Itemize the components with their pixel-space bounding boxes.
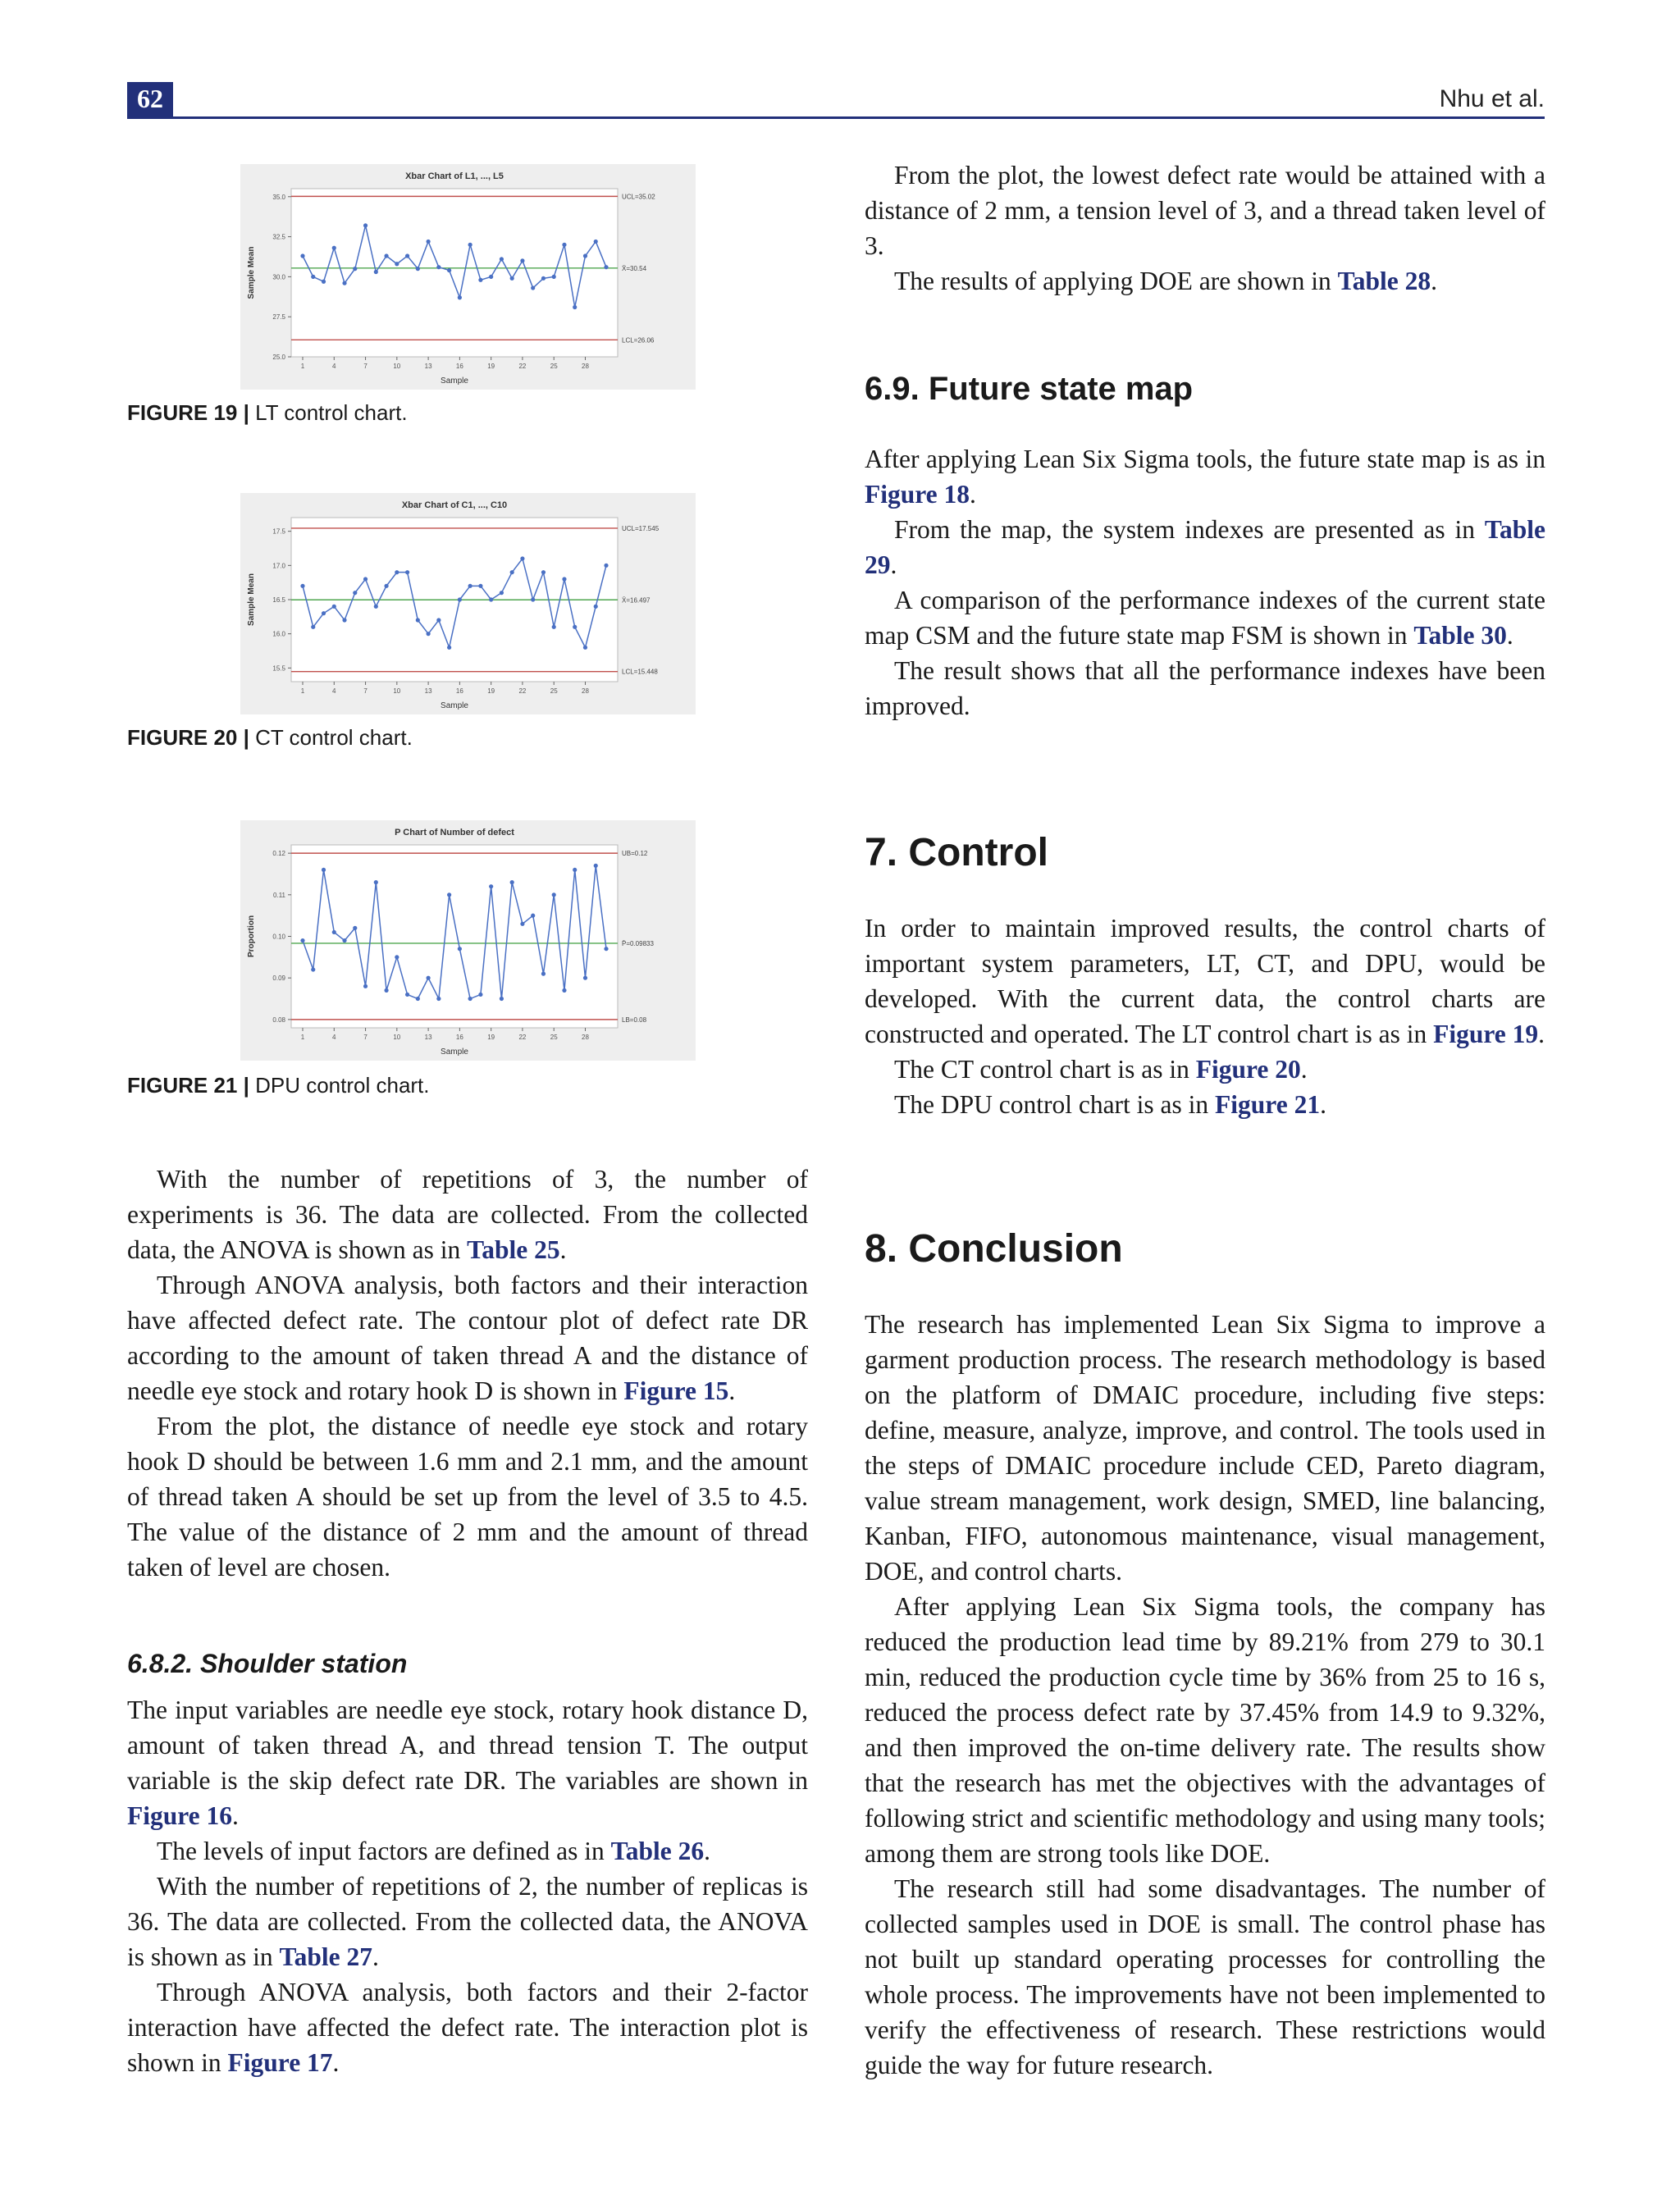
x-tick-label: 25 [550,687,558,695]
data-point [427,240,431,244]
data-point [405,993,409,997]
text: In order to maintain improved results, the control charts of important system parameters, LT, CT, and DPU, would be developed. With the current data, the control charts are constructed and operated. The LT control chart is as in [865,914,1545,1048]
data-point [489,884,493,888]
y-tick-label: 17.0 [272,562,285,570]
text: The research has implemented Lean Six Sigma to improve a garment production process. The research methodology is based on the platform of DMAIC procedure, including five steps: define, measure, analyze, improve, and control. The tools used in the steps of DMAIC procedure include CED, Pareto diagram, value stream management, work design, SMED, line balancing, Kanban, FIFO, autonomous maintenance, visual management, DOE, and control charts. [865,1310,1545,1586]
caption-label: FIGURE 20 | [127,725,249,750]
x-tick-label: 1 [300,687,305,695]
left-text-block-2 [127,1692,808,2080]
table-26-link[interactable]: Table 26 [610,1837,705,1865]
y-tick-label: 35.0 [272,193,285,201]
data-point [416,618,420,622]
paragraph [865,653,1545,723]
x-tick-label: 4 [332,687,336,695]
text: The result shows that all the performance indexes have been improved. [865,656,1545,720]
data-point [458,947,462,951]
text: With the number of repetitions of 3, the number of experiments is 36. The data are collected. From the collected data, the ANOVA is shown as in [127,1165,808,1264]
y-axis-label: Sample Mean [247,246,256,299]
data-point [541,276,546,281]
data-point [573,868,577,872]
data-point [363,577,368,581]
y-tick-label: 16.0 [272,630,285,638]
right-text-block-4 [865,1307,1545,2083]
data-point [583,976,587,980]
x-tick-label: 13 [424,363,432,370]
ucl-label: UB=0.12 [622,850,648,858]
data-point [405,253,409,258]
text: . [232,1801,239,1830]
data-point [311,967,315,971]
caption-text: DPU control chart. [249,1073,430,1098]
ucl-label: UCL=35.02 [622,193,655,201]
y-tick-label: 0.12 [272,850,285,858]
y-axis-label: Proportion [247,915,256,958]
text: . [1431,267,1438,295]
data-point [478,278,482,282]
data-point [342,281,346,285]
lcl-label: LB=0.08 [622,1016,647,1024]
paragraph [127,1408,808,1585]
chart-title: P Chart of Number of defect [395,828,514,838]
data-point [436,265,441,269]
data-point [374,270,378,274]
data-point [468,997,472,1001]
right-text-block-2 [865,441,1545,723]
x-tick-label: 22 [518,687,527,695]
figure-15-link[interactable]: Figure 15 [623,1376,729,1405]
paragraph [127,1974,808,2080]
data-point [500,997,504,1001]
x-axis-label: Sample [441,377,468,386]
data-point [520,258,524,262]
data-point [416,997,420,1001]
caption-label: FIGURE 21 | [127,1073,249,1098]
paragraph [865,1052,1545,1087]
y-tick-label: 0.08 [272,1016,285,1024]
text: A comparison of the performance indexes of the current state map CSM and the future state map FSM is shown in [865,586,1545,650]
data-point [353,591,357,595]
table-27-link[interactable]: Table 27 [279,1942,373,1971]
data-point [583,646,587,650]
y-tick-label: 27.5 [272,313,285,322]
paragraph [865,441,1545,512]
data-point [374,880,378,884]
data-point [311,275,315,279]
dpu-control-chart [240,820,696,1061]
data-point [468,243,472,247]
figure-21-caption [127,1073,430,1098]
data-point [562,988,566,993]
x-tick-label: 16 [455,1034,463,1041]
data-point [311,625,315,629]
x-tick-label: 10 [393,687,401,695]
data-point [594,240,598,244]
x-tick-label: 10 [393,1034,401,1041]
data-point [531,597,535,601]
data-point [562,577,566,581]
data-point [458,295,462,299]
figure-20-chart [240,493,696,714]
text: The DPU control chart is as in [894,1090,1216,1119]
paragraph [865,1871,1545,2083]
x-tick-label: 1 [300,1034,305,1041]
data-point [541,570,546,574]
data-point [374,605,378,609]
x-tick-label: 22 [518,363,527,370]
paragraph [865,512,1545,582]
ct-control-chart [240,493,696,714]
data-point [478,993,482,997]
x-tick-label: 7 [363,1034,368,1041]
data-point [552,275,556,279]
data-point [531,285,535,290]
y-tick-label: 0.09 [272,974,285,983]
text: Through ANOVA analysis, both factors and their 2-factor interaction have affected the defect rate. The interaction plot is shown in [127,1978,808,2077]
text: The levels of input factors are defined as in [157,1837,611,1865]
figure-16-link[interactable]: Figure 16 [127,1801,233,1830]
x-tick-label: 28 [582,1034,589,1041]
y-tick-label: 25.0 [272,354,285,361]
paragraph [127,1833,808,1869]
paragraph [865,582,1545,653]
x-tick-label: 4 [332,363,336,370]
figure-19-caption [127,400,408,426]
lt-control-chart [240,164,696,390]
data-point [342,618,346,622]
text: From the map, the system indexes are presented as in [894,515,1485,544]
text: . [1506,621,1513,650]
data-point [510,276,514,281]
text: With the number of repetitions of 2, the number of replicas is 36. The data are collected. From the collected data, the ANOVA is shown as in [127,1872,808,1971]
data-point [416,267,420,271]
data-point [332,246,336,250]
data-point [510,880,514,884]
x-tick-label: 1 [300,363,305,370]
figure-17-link[interactable]: Figure 17 [227,2048,333,2077]
data-point [604,564,608,568]
data-point [573,305,577,309]
right-text-block-1 [865,157,1545,299]
data-point [552,892,556,897]
data-point [562,243,566,247]
paragraph [865,1087,1545,1122]
data-point [384,253,388,258]
running-title: Nhu et al. [1439,85,1545,112]
x-tick-label: 13 [424,687,432,695]
lcl-label: LCL=15.448 [622,668,658,676]
figure-20-caption [127,725,413,751]
x-tick-label: 13 [424,1034,432,1041]
data-point [322,611,326,615]
data-point [531,914,535,918]
x-tick-label: 25 [550,363,558,370]
text: Through ANOVA analysis, both factors and their interaction have affected defect rate. The contour plot of defect rate DR according to the amount of taken thread A and the distance of needle eye stock and rotary hook D is shown in [127,1271,808,1405]
figure-18-link[interactable]: Figure 18 [865,480,970,509]
y-axis-label: Sample Mean [247,573,256,626]
x-axis-label: Sample [441,701,468,710]
data-point [594,605,598,609]
page-header [127,82,1545,119]
text: The results of applying DOE are shown in [894,267,1338,295]
figure-21-chart [240,820,696,1061]
y-tick-label: 16.5 [272,596,285,604]
paragraph [127,1869,808,1974]
text: . [559,1235,567,1264]
x-tick-label: 22 [518,1034,527,1041]
paragraph [865,911,1545,1052]
text: From the plot, the distance of needle eye stock and rotary hook D should be between 1.6 mm and 2.1 mm, and the amount of thread taken A should be set up from the level of 3.5 to 4.5. The value of the distance of 2 mm and the amount of thread taken of level are chosen. [127,1412,808,1582]
center-label: X̄=30.54 [622,264,647,272]
data-point [353,926,357,930]
data-point [322,280,326,284]
section-heading-7: 7. Control [865,831,1048,874]
data-point [395,570,399,574]
data-point [583,253,587,258]
data-point [427,976,431,980]
data-point [384,584,388,588]
data-point [520,922,524,926]
x-axis-label: Sample [441,1048,468,1057]
page-number: 62 [127,82,173,117]
data-point [458,597,462,601]
center-label: X̄=16.497 [622,596,651,605]
x-tick-label: 19 [487,363,495,370]
paragraph [127,1267,808,1408]
table-28-link[interactable]: Table 28 [1337,267,1431,295]
data-point [447,646,451,650]
y-tick-label: 15.5 [272,664,285,673]
data-point [300,253,304,258]
text: The input variables are needle eye stock, rotary hook distance D, amount of taken thread A, and thread tension T. The output variable is the skip defect rate DR. The variables are shown in [127,1696,808,1795]
caption-label: FIGURE 19 | [127,400,249,425]
caption-text: CT control chart. [249,725,413,750]
text: . [890,550,897,579]
paragraph [127,1162,808,1267]
data-point [541,972,546,976]
x-tick-label: 16 [455,687,463,695]
data-point [489,597,493,601]
data-point [604,947,608,951]
data-point [395,955,399,959]
caption-text: LT control chart. [249,400,408,425]
text: . [372,1942,379,1971]
table-30-link[interactable]: Table 30 [1413,621,1507,650]
data-point [300,584,304,588]
text: After applying Lean Six Sigma tools, the future state map is as in [865,445,1545,473]
data-point [353,267,357,271]
y-tick-label: 32.5 [272,233,285,241]
data-point [363,223,368,227]
x-tick-label: 10 [393,363,401,370]
data-point [300,938,304,943]
paragraph [865,263,1545,299]
data-point [427,632,431,636]
left-text-block-1 [127,1162,808,1585]
chart-title: Xbar Chart of C1, ..., C10 [401,500,508,510]
data-point [342,938,346,943]
data-point [500,591,504,595]
section-heading-6-8-2: 6.8.2. Shoulder station [127,1649,408,1678]
figure-19-link[interactable]: Figure 19 [1433,1020,1539,1048]
data-point [604,265,608,269]
x-tick-label: 4 [332,1034,336,1041]
lcl-label: LCL=26.06 [622,336,655,345]
right-text-block-3 [865,911,1545,1122]
x-tick-label: 28 [582,687,589,695]
y-tick-label: 0.11 [273,891,285,899]
data-point [332,930,336,934]
data-point [520,556,524,560]
paragraph [865,157,1545,263]
data-point [468,584,472,588]
y-tick-label: 0.10 [272,933,285,941]
x-tick-label: 25 [550,1034,558,1041]
data-point [332,605,336,609]
text: After applying Lean Six Sigma tools, the company has reduced the production lead time by 89.21% from 279 to 30.1 min, reduced the production cycle time by 36% from 25 to 16 s, reduced the process defect rate by 37.45% from 14.9 to 9.32%, and then improved the on-time delivery rate. The results show that the research has met the objectives with the advantages of following strict and scientific methodology and using many tools; among them are strong tools like DOE. [865,1592,1545,1868]
section-heading-8: 8. Conclusion [865,1227,1123,1271]
data-point [594,864,598,868]
data-point [573,625,577,629]
data-point [384,988,388,993]
data-point [489,275,493,279]
text: The research still had some disadvantages. The number of collected samples used in DOE is small. The control phase has not built up standard operating processes for controlling the whole process. The improvements have not been implemented to verify the effectiveness of research. These restrictions would guide the way for future research. [865,1874,1545,2079]
text: . [1538,1020,1545,1048]
data-point [322,868,326,872]
figure-20-link[interactable]: Figure 20 [1195,1055,1301,1084]
data-point [500,257,504,261]
x-tick-label: 19 [487,1034,495,1041]
ucl-label: UCL=17.545 [622,524,660,532]
paragraph [865,1307,1545,1589]
data-point [405,570,409,574]
y-tick-label: 17.5 [272,527,285,536]
center-label: P̄=0.09833 [622,939,654,947]
x-tick-label: 7 [363,363,368,370]
text: . [970,480,976,509]
text: . [704,1837,711,1865]
chart-title: Xbar Chart of L1, ..., L5 [405,171,504,181]
data-point [552,625,556,629]
y-tick-label: 30.0 [272,273,285,281]
x-tick-label: 19 [487,687,495,695]
figure-19-chart [240,164,696,390]
table-29-link[interactable]: Table 29 [865,515,1545,579]
x-tick-label: 16 [455,363,463,370]
section-heading-6-9: 6.9. Future state map [865,371,1194,407]
text: The CT control chart is as in [894,1055,1196,1084]
text: From the plot, the lowest defect rate would be attained with a distance of 2 mm, a tension level of 3, and a thread taken level of 3. [865,161,1545,260]
data-point [447,892,451,897]
data-point [436,997,441,1001]
text: . [332,2048,340,2077]
paragraph [127,1692,808,1833]
data-point [447,268,451,272]
data-point [436,618,441,622]
data-point [363,984,368,988]
x-tick-label: 28 [582,363,589,370]
data-point [395,262,399,266]
text: . [728,1376,736,1405]
x-tick-label: 7 [363,687,368,695]
figure-21-link[interactable]: Figure 21 [1215,1090,1321,1119]
data-point [510,570,514,574]
paragraph [865,1589,1545,1871]
text: . [1300,1055,1308,1084]
data-point [478,584,482,588]
text: . [1320,1090,1326,1119]
table-25-link[interactable]: Table 25 [467,1235,560,1264]
